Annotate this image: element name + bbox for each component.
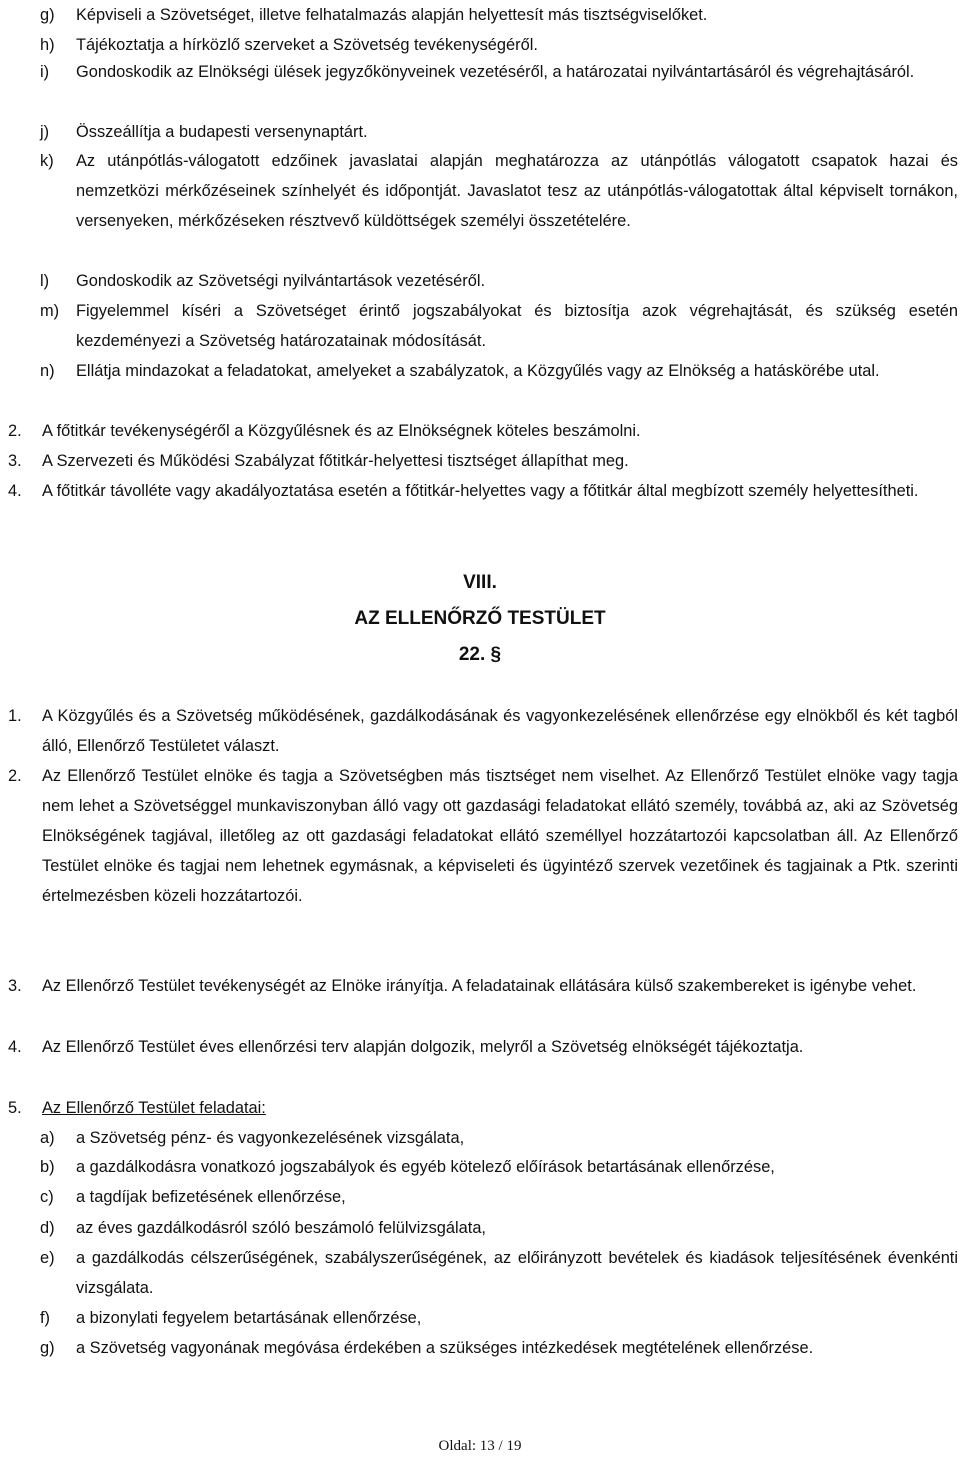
paragraph-text: Az Ellenőrző Testület tevékenységét az Elnöke irányítja. A feladatainak ellátására külső szakembereket is igénybe vehet. [42, 977, 917, 995]
item-text: a tagdíjak befizetésének ellenőrzése, [76, 1188, 346, 1206]
numbered-paragraph [8, 971, 958, 1001]
numbered-paragraph [8, 761, 958, 911]
item-text: a Szövetség pénz- és vagyonkezelésének vizsgálata, [76, 1129, 465, 1147]
item-text: Figyelemmel kíséri a Szövetséget érintő jogszabályokat és biztosítja azok végrehajtását, és szükség esetén kezdeményezi a Szövetség határozatainak módosítását. [76, 302, 958, 350]
paragraph-number: 4. [8, 482, 22, 500]
paragraph-number: 2. [8, 767, 22, 785]
item-text: Tájékoztatja a hírközlő szerveket a Szövetség tevékenységéről. [76, 36, 538, 54]
list-item [40, 1333, 958, 1363]
chapter-title: AZ ELLENŐRZŐ TESTÜLET [354, 608, 606, 629]
list-item [40, 1182, 958, 1212]
list-item [40, 57, 958, 87]
item-marker: g) [40, 6, 55, 24]
item-marker: n) [40, 362, 55, 380]
paragraph-text: A főtitkár távolléte vagy akadályoztatása esetén a főtitkár-helyettes vagy a főtitkár által megbízott személy helyettesítheti. [42, 482, 919, 500]
item-marker: i) [40, 63, 50, 81]
item-marker: g) [40, 1339, 55, 1357]
paragraph-number: 3. [8, 452, 22, 470]
item-marker: c) [40, 1188, 54, 1206]
list-item [40, 1123, 958, 1153]
item-marker: k) [40, 152, 54, 170]
item-text: a gazdálkodásra vonatkozó jogszabályok és egyéb kötelező előírások betartásának ellenőrzése, [76, 1158, 775, 1176]
item-marker: d) [40, 1219, 55, 1237]
list-item [40, 1152, 958, 1182]
list-item [40, 1303, 958, 1333]
item-marker: l) [40, 272, 50, 290]
item-text: Összeállítja a budapesti versenynaptárt. [76, 123, 368, 141]
item-marker: f) [40, 1309, 51, 1327]
paragraph-number: 2. [8, 422, 22, 440]
item-marker: a) [40, 1129, 55, 1147]
item-text: a bizonylati fegyelem betartásának ellenőrzése, [76, 1309, 422, 1327]
item-marker: e) [40, 1249, 55, 1267]
item-text: Ellátja mindazokat a feladatokat, amelyeket a szabályzatok, a Közgyűlés vagy az Elnökség a hatáskörébe utal. [76, 362, 880, 380]
list-item [40, 30, 958, 60]
item-text: az éves gazdálkodásról szóló beszámoló felülvizsgálata, [76, 1219, 486, 1237]
list-item [40, 356, 958, 386]
item-marker: h) [40, 36, 55, 54]
paragraph-text: A főtitkár tevékenységéről a Közgyűlésnek és az Elnökségnek köteles beszámolni. [42, 422, 641, 440]
list-item [40, 146, 958, 236]
chapter-number: VIII. [463, 572, 497, 593]
item-marker: b) [40, 1158, 55, 1176]
numbered-paragraph [8, 1093, 958, 1123]
paragraph-number: 3. [8, 977, 22, 995]
paragraph-text: Az Ellenőrző Testület feladatai: [42, 1099, 266, 1117]
numbered-paragraph [8, 476, 958, 506]
page-number-footer: Oldal: 13 / 19 [438, 1438, 522, 1454]
item-text: a gazdálkodás célszerűségének, szabályszerűségének, az előirányzott bevételek és kiadások teljesítésének évenkénti vizsgálata. [76, 1249, 958, 1297]
numbered-paragraph [8, 446, 958, 476]
paragraph-number: 4. [8, 1038, 22, 1056]
item-marker: j) [40, 123, 50, 141]
numbered-paragraph [8, 416, 958, 446]
item-text: Gondoskodik az Szövetségi nyilvántartások vezetéséről. [76, 272, 486, 290]
paragraph-text: Az Ellenőrző Testület éves ellenőrzési terv alapján dolgozik, melyről a Szövetség elnökségét tájékoztatja. [42, 1038, 804, 1056]
paragraph-text: Az Ellenőrző Testület elnöke és tagja a Szövetségben más tisztséget nem viselhet. Az Ellenőrző Testület elnöke vagy tagja nem lehet a Szövetséggel munkaviszonyban álló vagy ott gazdasági feladatokat ellátó személy, továbbá az, aki az Szövetség Elnökségének tagjával, illetőleg az ott gazdasági feladatokat ellátó személlyel hozzátartozói kapcsolatban áll. Az Ellenőrző Testület elnöke és tagjai nem lehetnek egymásnak, a képviseleti és ügyintéző szervek vezetőinek és tagjainak a Ptk. szerinti értelmezésben közeli hozzátartozói. [42, 767, 958, 905]
numbered-paragraph [8, 1032, 958, 1062]
list-item [40, 1213, 958, 1243]
item-text: Az utánpótlás-válogatott edzőinek javaslatai alapján meghatározza az utánpótlás válogatott csapatok hazai és nemzetközi mérkőzéseinek színhelyét és időpontját. Javaslatot tesz az utánpótlás-válogatottak által képviselt tornákon, versenyeken, mérkőzéseken résztvevő küldöttségek személyi összetételére. [76, 152, 958, 230]
item-text: a Szövetség vagyonának megóvása érdekében a szükséges intézkedések megtételének ellenőrzése. [76, 1339, 814, 1357]
numbered-paragraph [8, 701, 958, 761]
list-item [40, 1243, 958, 1303]
item-marker: m) [40, 302, 60, 320]
paragraph-text: A Szervezeti és Működési Szabályzat főtitkár-helyettesi tisztséget állapíthat meg. [42, 452, 629, 470]
list-item [40, 296, 958, 356]
paragraph-number: 1. [8, 707, 22, 725]
paragraph-heading: 22. § [458, 644, 502, 665]
list-item [40, 266, 958, 296]
item-text: Képviseli a Szövetséget, illetve felhatalmazás alapján helyettesít más tisztségviselőket. [76, 6, 708, 24]
list-item [40, 117, 958, 147]
paragraph-number: 5. [8, 1099, 22, 1117]
paragraph-text: A Közgyűlés és a Szövetség működésének, gazdálkodásának és vagyonkezelésének ellenőrzése egy elnökből és két tagból álló, Ellenőrző Testületet választ. [42, 707, 958, 755]
list-item [40, 0, 958, 30]
item-text: Gondoskodik az Elnökségi ülések jegyzőkönyveinek vezetéséről, a határozatai nyilvántartásáról és végrehajtásáról. [76, 63, 915, 81]
